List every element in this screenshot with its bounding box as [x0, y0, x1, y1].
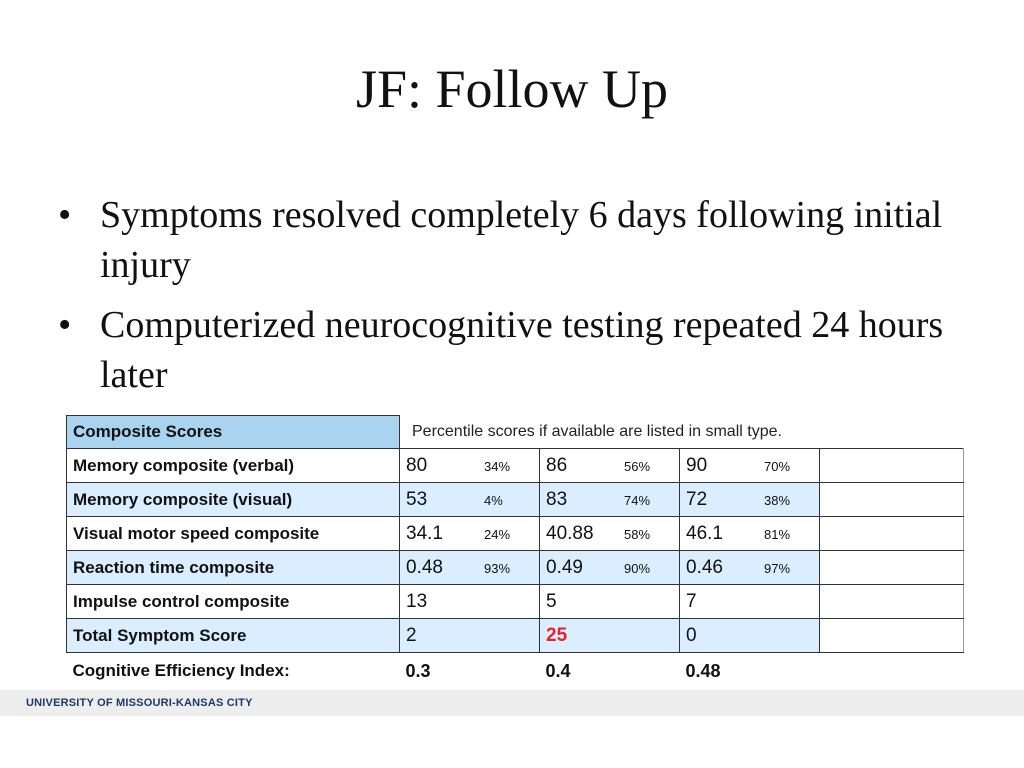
score-cell [540, 551, 680, 585]
cognitive-efficiency-row [67, 653, 964, 690]
row-label: Total Symptom Score [67, 619, 400, 653]
row-label: Reaction time composite [67, 551, 400, 585]
score-value: 5 [546, 590, 557, 612]
score-value: 25 [546, 624, 568, 646]
bullet-text: Computerized neurocognitive testing repeated 24 hours later [100, 304, 944, 396]
score-value: 46.1 [686, 522, 723, 544]
row-label: Impulse control composite [67, 585, 400, 619]
table-header-label: Composite Scores [67, 416, 400, 449]
score-cell [540, 585, 680, 619]
score-cell [680, 483, 820, 517]
score-value: 7 [686, 590, 697, 612]
table-row [67, 551, 964, 585]
score-cell [400, 619, 540, 653]
bullet-text: Symptoms resolved completely 6 days following initial injury [100, 194, 943, 286]
row-label: Visual motor speed composite [67, 517, 400, 551]
score-value: 83 [546, 488, 568, 510]
table-row [67, 585, 964, 619]
score-value: 80 [406, 454, 428, 476]
percentile: 24% [484, 526, 511, 542]
score-cell [400, 585, 540, 619]
percentile: 70% [764, 458, 791, 474]
cei-value: 0.4 [545, 660, 571, 681]
bullet-item [58, 190, 978, 290]
score-value: 72 [686, 488, 708, 510]
score-cell [540, 483, 680, 517]
score-cell [680, 619, 820, 653]
score-value: 13 [406, 590, 428, 612]
empty-cell [820, 619, 964, 653]
table-row [67, 449, 964, 483]
percentile: 90% [624, 560, 651, 576]
score-cell [680, 449, 820, 483]
cei-empty [820, 653, 964, 690]
empty-cell [820, 585, 964, 619]
score-value: 0.49 [546, 556, 583, 578]
cei-value: 0.3 [405, 660, 431, 681]
row-label: Memory composite (verbal) [67, 449, 400, 483]
composite-scores-table [66, 415, 964, 689]
score-cell [400, 483, 540, 517]
score-value: 34.1 [406, 522, 443, 544]
empty-cell [820, 517, 964, 551]
score-cell [680, 551, 820, 585]
score-cell-highlight [540, 619, 680, 653]
empty-cell [820, 449, 964, 483]
table-row [67, 619, 964, 653]
score-value: 0.46 [686, 556, 723, 578]
score-value: 40.88 [546, 522, 594, 544]
percentile: 38% [764, 492, 791, 508]
row-label: Memory composite (visual) [67, 483, 400, 517]
cei-label: Cognitive Efficiency Index: [72, 661, 290, 680]
table-header-row [67, 416, 964, 449]
percentile: 97% [764, 560, 791, 576]
percentile: 93% [484, 560, 511, 576]
bullet-icon: • [58, 304, 72, 346]
bullet-icon: • [58, 194, 72, 236]
empty-cell [820, 551, 964, 585]
bullet-list [58, 190, 978, 410]
score-value: 2 [406, 624, 417, 646]
score-cell [400, 449, 540, 483]
score-value: 86 [546, 454, 568, 476]
score-cell [400, 551, 540, 585]
percentile: 4% [484, 492, 503, 508]
percentile: 58% [624, 526, 651, 542]
score-value: 0.48 [406, 556, 443, 578]
score-cell [540, 517, 680, 551]
slide-title: JF: Follow Up [355, 59, 669, 119]
percentile: 34% [484, 458, 511, 474]
percentile: 81% [764, 526, 791, 542]
empty-cell [820, 483, 964, 517]
table-row [67, 517, 964, 551]
score-cell [680, 517, 820, 551]
score-cell [540, 449, 680, 483]
score-value: 0 [686, 624, 697, 646]
score-cell [680, 585, 820, 619]
bullet-item [58, 300, 978, 400]
table-row [67, 483, 964, 517]
footer-bar [0, 690, 1024, 716]
institution-label: UNIVERSITY OF MISSOURI-KANSAS CITY [26, 697, 253, 709]
score-cell [400, 517, 540, 551]
percentile: 74% [624, 492, 651, 508]
table-header-note: Percentile scores if available are listed in small type. [412, 422, 782, 440]
score-value: 53 [406, 488, 428, 510]
score-value: 90 [686, 454, 708, 476]
cei-value: 0.48 [685, 660, 721, 681]
percentile: 56% [624, 458, 651, 474]
